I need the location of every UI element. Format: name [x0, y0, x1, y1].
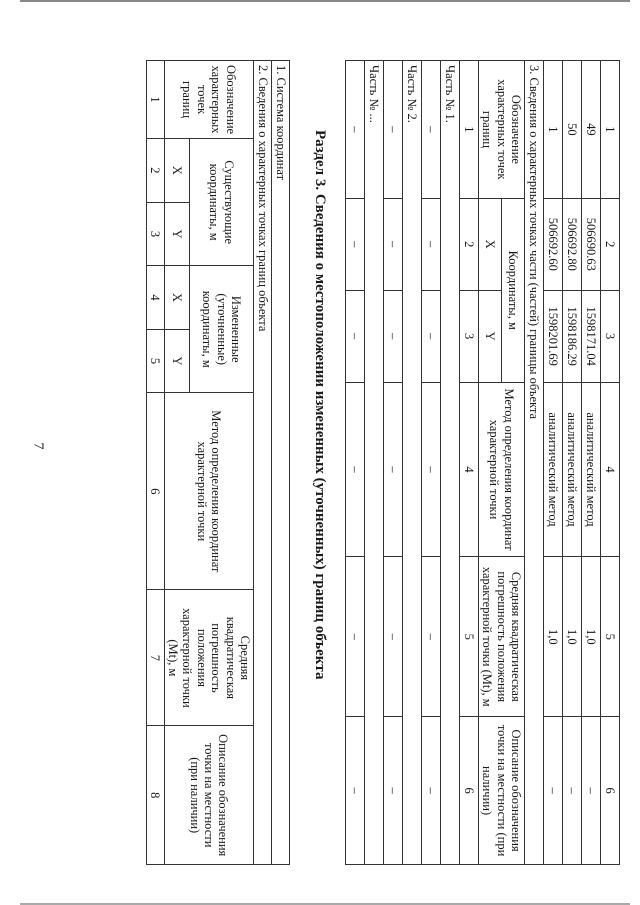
cell: 1,0 — [544, 557, 563, 717]
cell: – — [345, 557, 364, 717]
cell: – — [421, 717, 440, 865]
cell: – — [383, 198, 402, 290]
table-header-numbers — [601, 61, 620, 865]
cell: – — [421, 290, 440, 382]
cell: – — [345, 198, 364, 290]
header-coordinates: Координаты, м — [501, 198, 524, 382]
header-existing-coordinates: Существующие координаты, м — [189, 139, 253, 266]
cell: – — [383, 290, 402, 382]
table-row — [582, 61, 601, 865]
cell: 5 — [601, 557, 620, 717]
cell: 4 — [601, 382, 620, 557]
points-table-1 — [345, 60, 620, 865]
header-description: Описание обозначения точки на местности (при наличии) — [478, 717, 524, 865]
coord-system-row — [272, 61, 290, 865]
cell: 50 — [563, 61, 582, 199]
header-changed-coordinates: Измененные (уточненные) координаты, м — [189, 266, 253, 393]
cell: 506692.60 — [544, 198, 563, 290]
cell: – — [421, 61, 440, 199]
table-row — [421, 61, 440, 865]
part-n-label: Часть № ... — [364, 61, 383, 865]
header-accuracy: Средняя квадратическая погрешность положения характерной точки (Mt), м — [478, 557, 524, 717]
cell: – — [383, 61, 402, 199]
cell: 49 — [582, 61, 601, 199]
cell: 4 — [146, 266, 164, 329]
page-number: 7 — [30, 442, 46, 450]
cell: 1 — [601, 61, 620, 199]
cell: – — [544, 717, 563, 865]
cell: аналитический метод — [544, 382, 563, 557]
cell: 8 — [146, 726, 164, 865]
cell: 3 — [459, 290, 478, 382]
cell: аналитический метод — [582, 382, 601, 557]
cell: – — [345, 717, 364, 865]
header-point-id: Обозначение характерных точек границ — [164, 61, 253, 139]
header-method: Метод определения координат характерной точки — [478, 382, 524, 557]
cell: 3 — [601, 290, 620, 382]
cell: аналитический метод — [563, 382, 582, 557]
section-title: 3. Сведения о характерных точках части (частей) границы объекта — [525, 61, 544, 865]
cell: 6 — [146, 393, 164, 590]
cell: 5 — [146, 329, 164, 392]
cell: 1 — [544, 61, 563, 199]
cell: – — [345, 382, 364, 557]
cell: – — [563, 717, 582, 865]
header-y: Y — [478, 290, 501, 382]
cell: – — [383, 557, 402, 717]
rotated-sheet — [60, 60, 620, 865]
points-table-2 — [146, 60, 290, 865]
cell: 1,0 — [582, 557, 601, 717]
cell: – — [421, 382, 440, 557]
table-header — [189, 61, 253, 865]
cell: 1 — [459, 61, 478, 199]
table-row — [345, 61, 364, 865]
cell: 2 — [601, 198, 620, 290]
part-row — [402, 61, 421, 865]
header-x: X — [164, 266, 189, 329]
header-y: Y — [164, 329, 189, 392]
table-row — [563, 61, 582, 865]
cell: 2 — [459, 198, 478, 290]
cell: 3 — [146, 202, 164, 266]
header-x: X — [478, 198, 501, 290]
cell: – — [383, 717, 402, 865]
cell: 6 — [601, 717, 620, 865]
cell: 1598186.29 — [563, 290, 582, 382]
cell: 506692.80 — [563, 198, 582, 290]
header-x: X — [164, 139, 189, 203]
cell: 4 — [459, 382, 478, 557]
cell: – — [345, 61, 364, 199]
cell: – — [421, 557, 440, 717]
header-method: Метод определения координат характерной точки — [164, 393, 253, 590]
section-3-heading: Раздел 3. Сведения о местоположении измененных (уточненных) границ объекта — [312, 130, 328, 680]
header-y: Y — [164, 202, 189, 266]
scan-edge-top — [20, 0, 630, 2]
part-2-label: Часть № 2. — [402, 61, 421, 865]
cell: 5 — [459, 557, 478, 717]
table-header-numbers — [459, 61, 478, 865]
cell: 7 — [146, 590, 164, 726]
table-row — [544, 61, 563, 865]
part-1-label: Часть № 1. — [440, 61, 459, 865]
cell: 6 — [459, 717, 478, 865]
cell: 1598171.04 — [582, 290, 601, 382]
cell: 2 — [146, 139, 164, 203]
cell: 1598201.69 — [544, 290, 563, 382]
part-row — [440, 61, 459, 865]
table-header-numbers — [146, 61, 164, 865]
points-title: 2. Сведения о характерных точках границ объекта — [254, 61, 272, 865]
table-row — [383, 61, 402, 865]
header-description: Описание обозначения точки на местности (при наличии) — [164, 726, 253, 865]
cell: – — [383, 382, 402, 557]
part-row — [364, 61, 383, 865]
header-accuracy: Средняя квадратическая погрешность положения характерной точки (Mt), м — [164, 590, 253, 726]
section-title-row — [254, 61, 272, 865]
cell: – — [345, 290, 364, 382]
cell: 506690.63 — [582, 198, 601, 290]
cell: – — [421, 198, 440, 290]
coord-system-label: 1. Система координат — [272, 61, 290, 865]
table-header — [501, 61, 524, 865]
cell: 1,0 — [563, 557, 582, 717]
cell: 1 — [146, 61, 164, 139]
header-point-id: Обозначение характерных точек границ — [478, 61, 524, 199]
cell: – — [582, 717, 601, 865]
section-title-row — [525, 61, 544, 865]
